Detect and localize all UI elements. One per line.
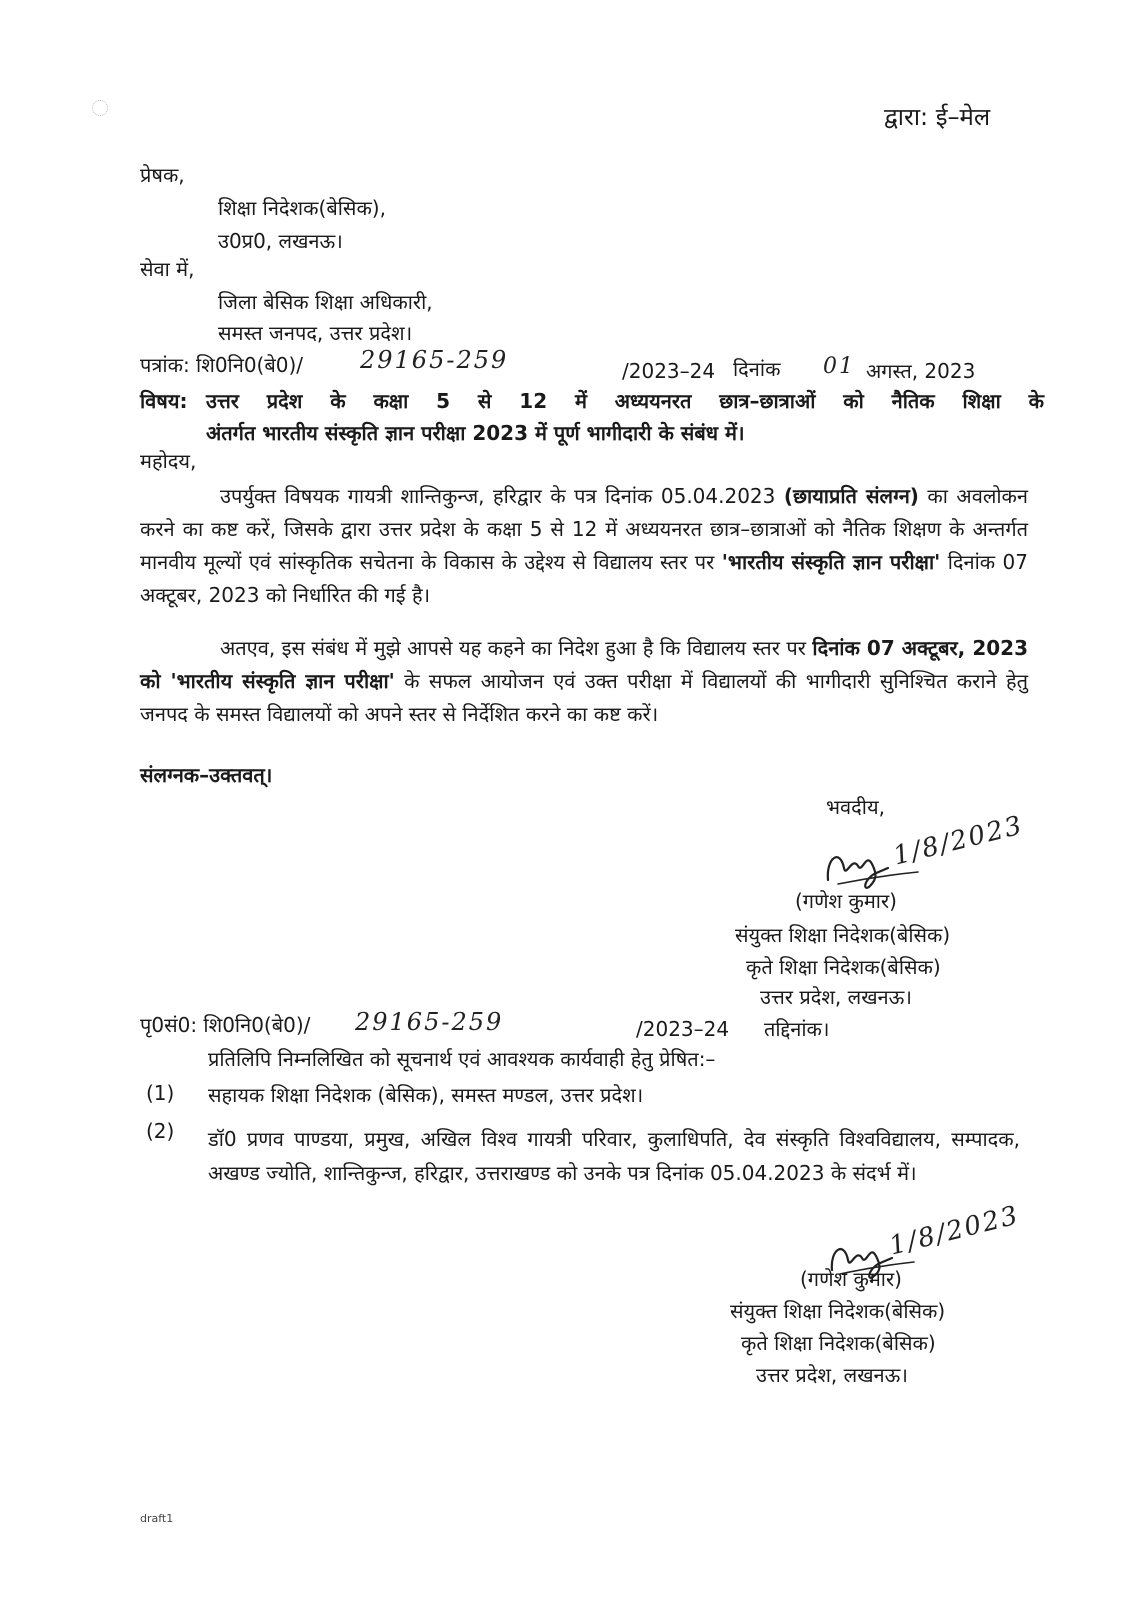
salutation: महोदय, xyxy=(140,449,197,473)
endorsement-intro: प्रतिलिपि निम्नलिखित को सूचनार्थ एवं आवश्यक कार्यवाही हेतु प्रेषित:– xyxy=(208,1047,716,1071)
draft-footer: draft1 xyxy=(140,1512,174,1525)
subject-line1: उत्तर प्रदेश के कक्षा 5 से 12 में अध्ययनरत छात्र–छात्राओं को नैतिक शिक्षा के xyxy=(206,389,1044,413)
endorsement-date: तद्दिनांक। xyxy=(764,1017,830,1041)
recipient-label: सेवा में, xyxy=(140,257,195,281)
yours-faithfully: भवदीय, xyxy=(826,795,885,819)
subject-label: विषय: xyxy=(140,389,188,413)
p1-bold-exam-name: 'भारतीय संस्कृति ज्ञान परीक्षा' xyxy=(721,550,941,574)
p2-part-c: के सफल आयोजन एवं उक्त परीक्षा में विद्यालयों की भागीदारी सुनिश्चित कराने हेतु जनपद के समस्त विद्यालयों को अपने स्तर से निर्देशित करने का कष्ट करें। xyxy=(140,669,1028,726)
signatory-2-designation: संयुक्त शिक्षा निदेशक(बेसिक) xyxy=(730,1299,946,1323)
sender-line1: शिक्षा निदेशक(बेसिक), xyxy=(218,196,386,220)
sender-line2: उ0प्र0, लखनऊ। xyxy=(218,229,343,253)
letter-year: /2023–24 xyxy=(622,359,716,383)
signatory-2-place: उत्तर प्रदेश, लखनऊ। xyxy=(756,1363,908,1387)
recipient-line1: जिला बेसिक शिक्षा अधिकारी, xyxy=(218,290,433,314)
body-paragraph-1 xyxy=(140,480,1028,612)
signatory-1-name: (गणेश कुमार) xyxy=(795,889,897,913)
signatory-1-designation: संयुक्त शिक्षा निदेशक(बेसिक) xyxy=(735,923,951,947)
body-paragraph-2 xyxy=(140,632,1028,731)
sender-label: प्रेषक, xyxy=(140,163,185,187)
letter-number-handwritten: 29165-259 xyxy=(360,346,509,374)
signature-1-date: 1/8/2023 xyxy=(890,810,1027,872)
letter-number-prefix: पत्रांक: शि0नि0(बे0)/ xyxy=(140,353,304,377)
copy-item-1-text: सहायक शिक्षा निदेशक (बेसिक), समस्त मण्डल, उत्तर प्रदेश। xyxy=(208,1083,644,1107)
endorsement-number-prefix: पृ0सं0: शि0नि0(बे0)/ xyxy=(140,1013,311,1037)
p1-part-c: का अवलोकन करने का कष्ट करें, जिसके द्वारा उत्तर प्रदेश के कक्षा 5 से 12 में अध्ययनरत छात्र–छात्राओं को नैतिक शिक्षण के अन्तर्गत मानवीय मूल्यों एवं सांस्कृतिक सचेतना के विकास के उद्देश्य से विद्यालय स्तर पर xyxy=(140,484,1029,574)
date-rest: अगस्त, 2023 xyxy=(866,359,976,383)
signatory-1-on-behalf: कृते शिक्षा निदेशक(बेसिक) xyxy=(746,955,941,979)
p2-bold-date: दिनांक 07 अक्टूबर, 2023 को 'भारतीय संस्कृति ज्ञान परीक्षा' xyxy=(140,636,1029,693)
date-label: दिनांक xyxy=(733,357,781,381)
p2-part-a: अतएव, इस संबंध में मुझे आपसे यह कहने का निदेश हुआ है कि विद्यालय स्तर पर xyxy=(220,636,806,660)
delivery-mode: द्वारा: ई–मेल xyxy=(884,103,991,131)
date-day-handwritten: 01 xyxy=(823,354,855,379)
signature-2-date: 1/8/2023 xyxy=(886,1200,1023,1262)
endorsement-number-handwritten: 29165-259 xyxy=(355,1008,504,1036)
scan-mark xyxy=(92,100,108,116)
enclosure-note: संलग्नक–उक्तवत्। xyxy=(140,763,273,787)
p1-part-a: उपर्युक्त विषयक गायत्री शान्तिकुन्ज, हरिद्वार के पत्र दिनांक 05.04.2023 xyxy=(220,484,776,508)
copy-item-2-number: (2) xyxy=(146,1119,175,1143)
endorsement-year: /2023–24 xyxy=(636,1017,730,1041)
subject-line2: अंतर्गत भारतीय संस्कृति ज्ञान परीक्षा 2023 में पूर्ण भागीदारी के संबंध में। xyxy=(206,421,745,445)
copy-item-1-number: (1) xyxy=(146,1081,175,1105)
signatory-1-place: उत्तर प्रदेश, लखनऊ। xyxy=(760,985,912,1009)
signatory-2-on-behalf: कृते शिक्षा निदेशक(बेसिक) xyxy=(741,1331,936,1355)
p1-part-e: दिनांक 07 अक्टूबर, 2023 को निर्धारित की गई है। xyxy=(140,550,1029,607)
p1-bold-attachment: (छायाप्रति संलग्न) xyxy=(783,484,919,508)
recipient-line2: समस्त जनपद, उत्तर प्रदेश। xyxy=(218,321,413,345)
signatory-2-name: (गणेश कुमार) xyxy=(800,1267,902,1291)
copy-item-2-text: डॉ0 प्रणव पाण्डया, प्रमुख, अखिल विश्व गायत्री परिवार, कुलाधिपति, देव संस्कृति विश्वविद्यालय, सम्पादक, अखण्ड ज्योति, शान्तिकुन्ज, हरिद्वार, उत्तराखण्ड को उनके पत्र दिनांक 05.04.2023 के संदर्भ में। xyxy=(208,1127,1020,1185)
